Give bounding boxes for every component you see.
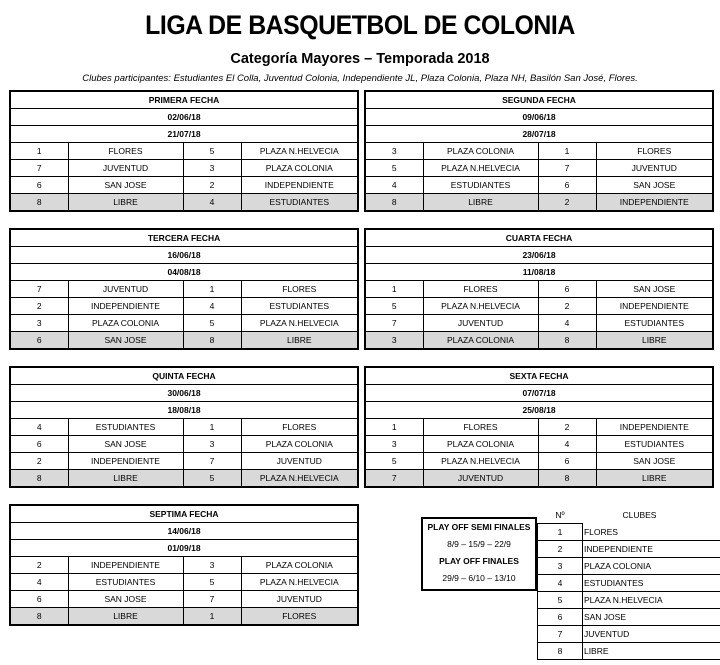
page-subtitle: Categoría Mayores – Temporada 2018 <box>230 51 490 67</box>
away-number: 1 <box>183 419 241 436</box>
away-number: 7 <box>183 453 241 470</box>
match-row <box>10 281 358 298</box>
match-row <box>365 315 713 332</box>
away-team: PLAZA COLONIA <box>241 557 358 574</box>
away-team: PLAZA N.HELVECIA <box>241 143 358 160</box>
fecha-date-second-row <box>365 402 713 419</box>
fecha-date-first-row <box>365 247 713 264</box>
match-row <box>10 470 358 488</box>
club-number: 8 <box>538 643 583 660</box>
away-number: 3 <box>183 436 241 453</box>
home-number: 2 <box>10 453 68 470</box>
fecha-date-first: 09/06/18 <box>365 109 713 126</box>
home-team: JUVENTUD <box>423 315 538 332</box>
fecha-title-row <box>10 91 358 109</box>
away-number: 8 <box>183 332 241 350</box>
fecha-date-second: 25/08/18 <box>365 402 713 419</box>
home-team: INDEPENDIENTE <box>68 453 183 470</box>
club-number: 1 <box>538 524 583 541</box>
fecha-title: SEPTIMA FECHA <box>10 505 358 523</box>
fecha-table <box>9 228 359 350</box>
away-team: JUVENTUD <box>241 453 358 470</box>
club-name: ESTUDIANTES <box>582 575 720 592</box>
away-number: 2 <box>183 177 241 194</box>
home-team: JUVENTUD <box>68 160 183 177</box>
away-number: 1 <box>538 143 596 160</box>
home-number: 7 <box>10 160 68 177</box>
home-team: FLORES <box>68 143 183 160</box>
fecha-date-second-row <box>365 126 713 143</box>
clubs-table-header <box>538 507 720 524</box>
away-team: PLAZA N.HELVECIA <box>241 315 358 332</box>
fecha-date-second-row <box>10 402 358 419</box>
participating-clubs-note: Clubes participantes: Estudiantes El Colla, Juventud Colonia, Independiente JL, Plaza Colonia, Plaza NH, Basilón San José, Flores. <box>82 73 638 84</box>
fecha-title-row <box>10 367 358 385</box>
home-number: 1 <box>10 143 68 160</box>
club-number: 4 <box>538 575 583 592</box>
home-number: 7 <box>365 315 423 332</box>
home-team: PLAZA N.HELVECIA <box>423 453 538 470</box>
match-row <box>10 419 358 436</box>
fecha-date-first: 14/06/18 <box>10 523 358 540</box>
fecha-title-row <box>365 229 713 247</box>
away-team: PLAZA N.HELVECIA <box>241 574 358 591</box>
fecha-date-first-row <box>10 109 358 126</box>
home-number: 3 <box>365 436 423 453</box>
club-name: PLAZA N.HELVECIA <box>582 592 720 609</box>
home-team: PLAZA N.HELVECIA <box>423 298 538 315</box>
away-team: SAN JOSE <box>596 453 713 470</box>
home-number: 6 <box>10 332 68 350</box>
club-name: LIBRE <box>582 643 720 660</box>
club-name: SAN JOSE <box>582 609 720 626</box>
home-number: 5 <box>365 160 423 177</box>
club-name: JUVENTUD <box>582 626 720 643</box>
home-team: ESTUDIANTES <box>68 419 183 436</box>
home-number: 2 <box>10 298 68 315</box>
home-number: 1 <box>365 281 423 298</box>
home-team: JUVENTUD <box>68 281 183 298</box>
away-number: 1 <box>183 608 241 626</box>
away-number: 3 <box>183 160 241 177</box>
fecha-title: TERCERA FECHA <box>10 229 358 247</box>
away-number: 6 <box>538 177 596 194</box>
home-number: 7 <box>365 470 423 488</box>
away-team: FLORES <box>241 608 358 626</box>
away-team: SAN JOSE <box>596 281 713 298</box>
fecha-date-first: 30/06/18 <box>10 385 358 402</box>
playoff-final-dates: 29/9 – 6/10 – 13/10 <box>442 573 516 583</box>
away-team: PLAZA N.HELVECIA <box>241 470 358 488</box>
home-team: PLAZA COLONIA <box>68 315 183 332</box>
match-row <box>365 160 713 177</box>
home-team: LIBRE <box>423 194 538 212</box>
club-row <box>538 575 720 592</box>
away-team: FLORES <box>241 281 358 298</box>
fecha-date-first-row <box>10 247 358 264</box>
club-number: 5 <box>538 592 583 609</box>
home-number: 2 <box>10 557 68 574</box>
away-team: ESTUDIANTES <box>241 298 358 315</box>
fecha-date-first: 16/06/18 <box>10 247 358 264</box>
home-number: 8 <box>10 194 68 212</box>
club-name: FLORES <box>582 524 720 541</box>
home-number: 4 <box>10 574 68 591</box>
away-number: 7 <box>538 160 596 177</box>
match-row <box>365 453 713 470</box>
fecha-date-second: 11/08/18 <box>365 264 713 281</box>
fecha-date-second-row <box>365 264 713 281</box>
away-team: PLAZA COLONIA <box>241 436 358 453</box>
home-team: PLAZA N.HELVECIA <box>423 160 538 177</box>
home-team: PLAZA COLONIA <box>423 143 538 160</box>
home-team: FLORES <box>423 281 538 298</box>
fecha-date-second-row <box>10 540 358 557</box>
away-number: 5 <box>183 315 241 332</box>
playoff-semi-label: PLAY OFF SEMI FINALES <box>427 522 531 532</box>
match-row <box>365 436 713 453</box>
home-team: SAN JOSE <box>68 332 183 350</box>
match-row <box>10 453 358 470</box>
match-row <box>365 298 713 315</box>
match-row <box>365 281 713 298</box>
home-number: 3 <box>365 332 423 350</box>
home-team: FLORES <box>423 419 538 436</box>
match-row <box>10 298 358 315</box>
match-row <box>365 143 713 160</box>
fecha-title: SEGUNDA FECHA <box>365 91 713 109</box>
away-number: 7 <box>183 591 241 608</box>
fecha-title-row <box>365 367 713 385</box>
home-team: LIBRE <box>68 608 183 626</box>
home-team: LIBRE <box>68 194 183 212</box>
away-number: 4 <box>538 315 596 332</box>
fecha-title: QUINTA FECHA <box>10 367 358 385</box>
away-number: 6 <box>538 453 596 470</box>
home-team: PLAZA COLONIA <box>423 436 538 453</box>
club-row <box>538 558 720 575</box>
home-team: INDEPENDIENTE <box>68 298 183 315</box>
away-team: FLORES <box>241 419 358 436</box>
home-team: ESTUDIANTES <box>68 574 183 591</box>
home-number: 6 <box>10 436 68 453</box>
match-row <box>365 332 713 350</box>
match-row <box>10 436 358 453</box>
fecha-date-first: 23/06/18 <box>365 247 713 264</box>
away-team: INDEPENDIENTE <box>596 419 713 436</box>
club-number: 3 <box>538 558 583 575</box>
away-team: LIBRE <box>596 470 713 488</box>
fecha-title-row <box>365 91 713 109</box>
home-number: 3 <box>365 143 423 160</box>
page-title: LIGA DE BASQUETBOL DE COLONIA <box>145 10 575 40</box>
home-team: PLAZA COLONIA <box>423 332 538 350</box>
home-number: 5 <box>365 298 423 315</box>
match-row <box>365 177 713 194</box>
match-row <box>10 143 358 160</box>
away-number: 3 <box>183 557 241 574</box>
fecha-date-first: 02/06/18 <box>10 109 358 126</box>
clubs-name-header: CLUBES <box>622 510 657 521</box>
away-team: LIBRE <box>241 332 358 350</box>
fecha-date-second-row <box>10 126 358 143</box>
home-number: 8 <box>365 194 423 212</box>
fecha-table <box>9 366 359 488</box>
match-row <box>10 574 358 591</box>
away-team: SAN JOSE <box>596 177 713 194</box>
fecha-date-second: 18/08/18 <box>10 402 358 419</box>
fecha-date-first-row <box>10 385 358 402</box>
fecha-title: PRIMERA FECHA <box>10 91 358 109</box>
home-number: 6 <box>10 177 68 194</box>
away-number: 8 <box>538 470 596 488</box>
match-row <box>365 419 713 436</box>
club-name: INDEPENDIENTE <box>582 541 720 558</box>
club-row <box>538 609 720 626</box>
away-team: INDEPENDIENTE <box>596 298 713 315</box>
fecha-date-first: 07/07/18 <box>365 385 713 402</box>
fecha-table <box>364 366 714 488</box>
match-row <box>365 194 713 212</box>
fecha-table <box>364 228 714 350</box>
away-team: PLAZA COLONIA <box>241 160 358 177</box>
fecha-title-row <box>10 505 358 523</box>
playoff-semi-dates: 8/9 – 15/9 – 22/9 <box>447 539 511 549</box>
home-number: 8 <box>10 608 68 626</box>
home-team: JUVENTUD <box>423 470 538 488</box>
fecha-date-first-row <box>365 385 713 402</box>
away-number: 2 <box>538 194 596 212</box>
fecha-date-second-row <box>10 264 358 281</box>
home-team: SAN JOSE <box>68 591 183 608</box>
home-number: 5 <box>365 453 423 470</box>
away-team: FLORES <box>596 143 713 160</box>
fecha-date-first-row <box>10 523 358 540</box>
club-row <box>538 524 720 541</box>
home-number: 7 <box>10 281 68 298</box>
home-team: LIBRE <box>68 470 183 488</box>
fecha-date-second: 28/07/18 <box>365 126 713 143</box>
fecha-date-first-row <box>365 109 713 126</box>
away-team: JUVENTUD <box>596 160 713 177</box>
home-team: SAN JOSE <box>68 436 183 453</box>
clubs-number-header: Nº <box>555 510 565 520</box>
away-number: 8 <box>538 332 596 350</box>
match-row <box>10 557 358 574</box>
clubs-table <box>537 507 720 660</box>
home-number: 4 <box>10 419 68 436</box>
away-team: INDEPENDIENTE <box>596 194 713 212</box>
away-team: LIBRE <box>596 332 713 350</box>
home-number: 1 <box>365 419 423 436</box>
away-number: 4 <box>538 436 596 453</box>
fecha-date-second: 21/07/18 <box>10 126 358 143</box>
match-row <box>10 591 358 608</box>
club-number: 2 <box>538 541 583 558</box>
match-row <box>10 177 358 194</box>
match-row <box>365 470 713 488</box>
club-row <box>538 541 720 558</box>
fecha-title: SEXTA FECHA <box>365 367 713 385</box>
away-number: 4 <box>183 194 241 212</box>
away-team: JUVENTUD <box>241 591 358 608</box>
home-team: ESTUDIANTES <box>423 177 538 194</box>
fecha-table <box>9 90 359 212</box>
home-team: INDEPENDIENTE <box>68 557 183 574</box>
match-row <box>10 160 358 177</box>
away-number: 2 <box>538 298 596 315</box>
fecha-table <box>364 90 714 212</box>
away-number: 1 <box>183 281 241 298</box>
away-team: ESTUDIANTES <box>241 194 358 212</box>
club-row <box>538 592 720 609</box>
away-number: 5 <box>183 470 241 488</box>
match-row <box>10 315 358 332</box>
match-row <box>10 332 358 350</box>
match-row <box>10 194 358 212</box>
home-number: 6 <box>10 591 68 608</box>
playoff-final-label: PLAY OFF FINALES <box>439 556 519 566</box>
home-number: 8 <box>10 470 68 488</box>
home-team: SAN JOSE <box>68 177 183 194</box>
away-number: 5 <box>183 574 241 591</box>
away-number: 5 <box>183 143 241 160</box>
away-team: ESTUDIANTES <box>596 315 713 332</box>
away-team: INDEPENDIENTE <box>241 177 358 194</box>
home-number: 4 <box>365 177 423 194</box>
fecha-title-row <box>10 229 358 247</box>
club-number: 6 <box>538 609 583 626</box>
away-number: 6 <box>538 281 596 298</box>
club-number: 7 <box>538 626 583 643</box>
playoff-box <box>421 517 537 591</box>
away-team: ESTUDIANTES <box>596 436 713 453</box>
match-row <box>10 608 358 626</box>
away-number: 4 <box>183 298 241 315</box>
away-number: 2 <box>538 419 596 436</box>
fecha-table <box>9 504 359 626</box>
fecha-date-second: 01/09/18 <box>10 540 358 557</box>
fecha-date-second: 04/08/18 <box>10 264 358 281</box>
fecha-title: CUARTA FECHA <box>365 229 713 247</box>
club-row <box>538 643 720 660</box>
home-number: 3 <box>10 315 68 332</box>
club-row <box>538 626 720 643</box>
club-name: PLAZA COLONIA <box>582 558 720 575</box>
